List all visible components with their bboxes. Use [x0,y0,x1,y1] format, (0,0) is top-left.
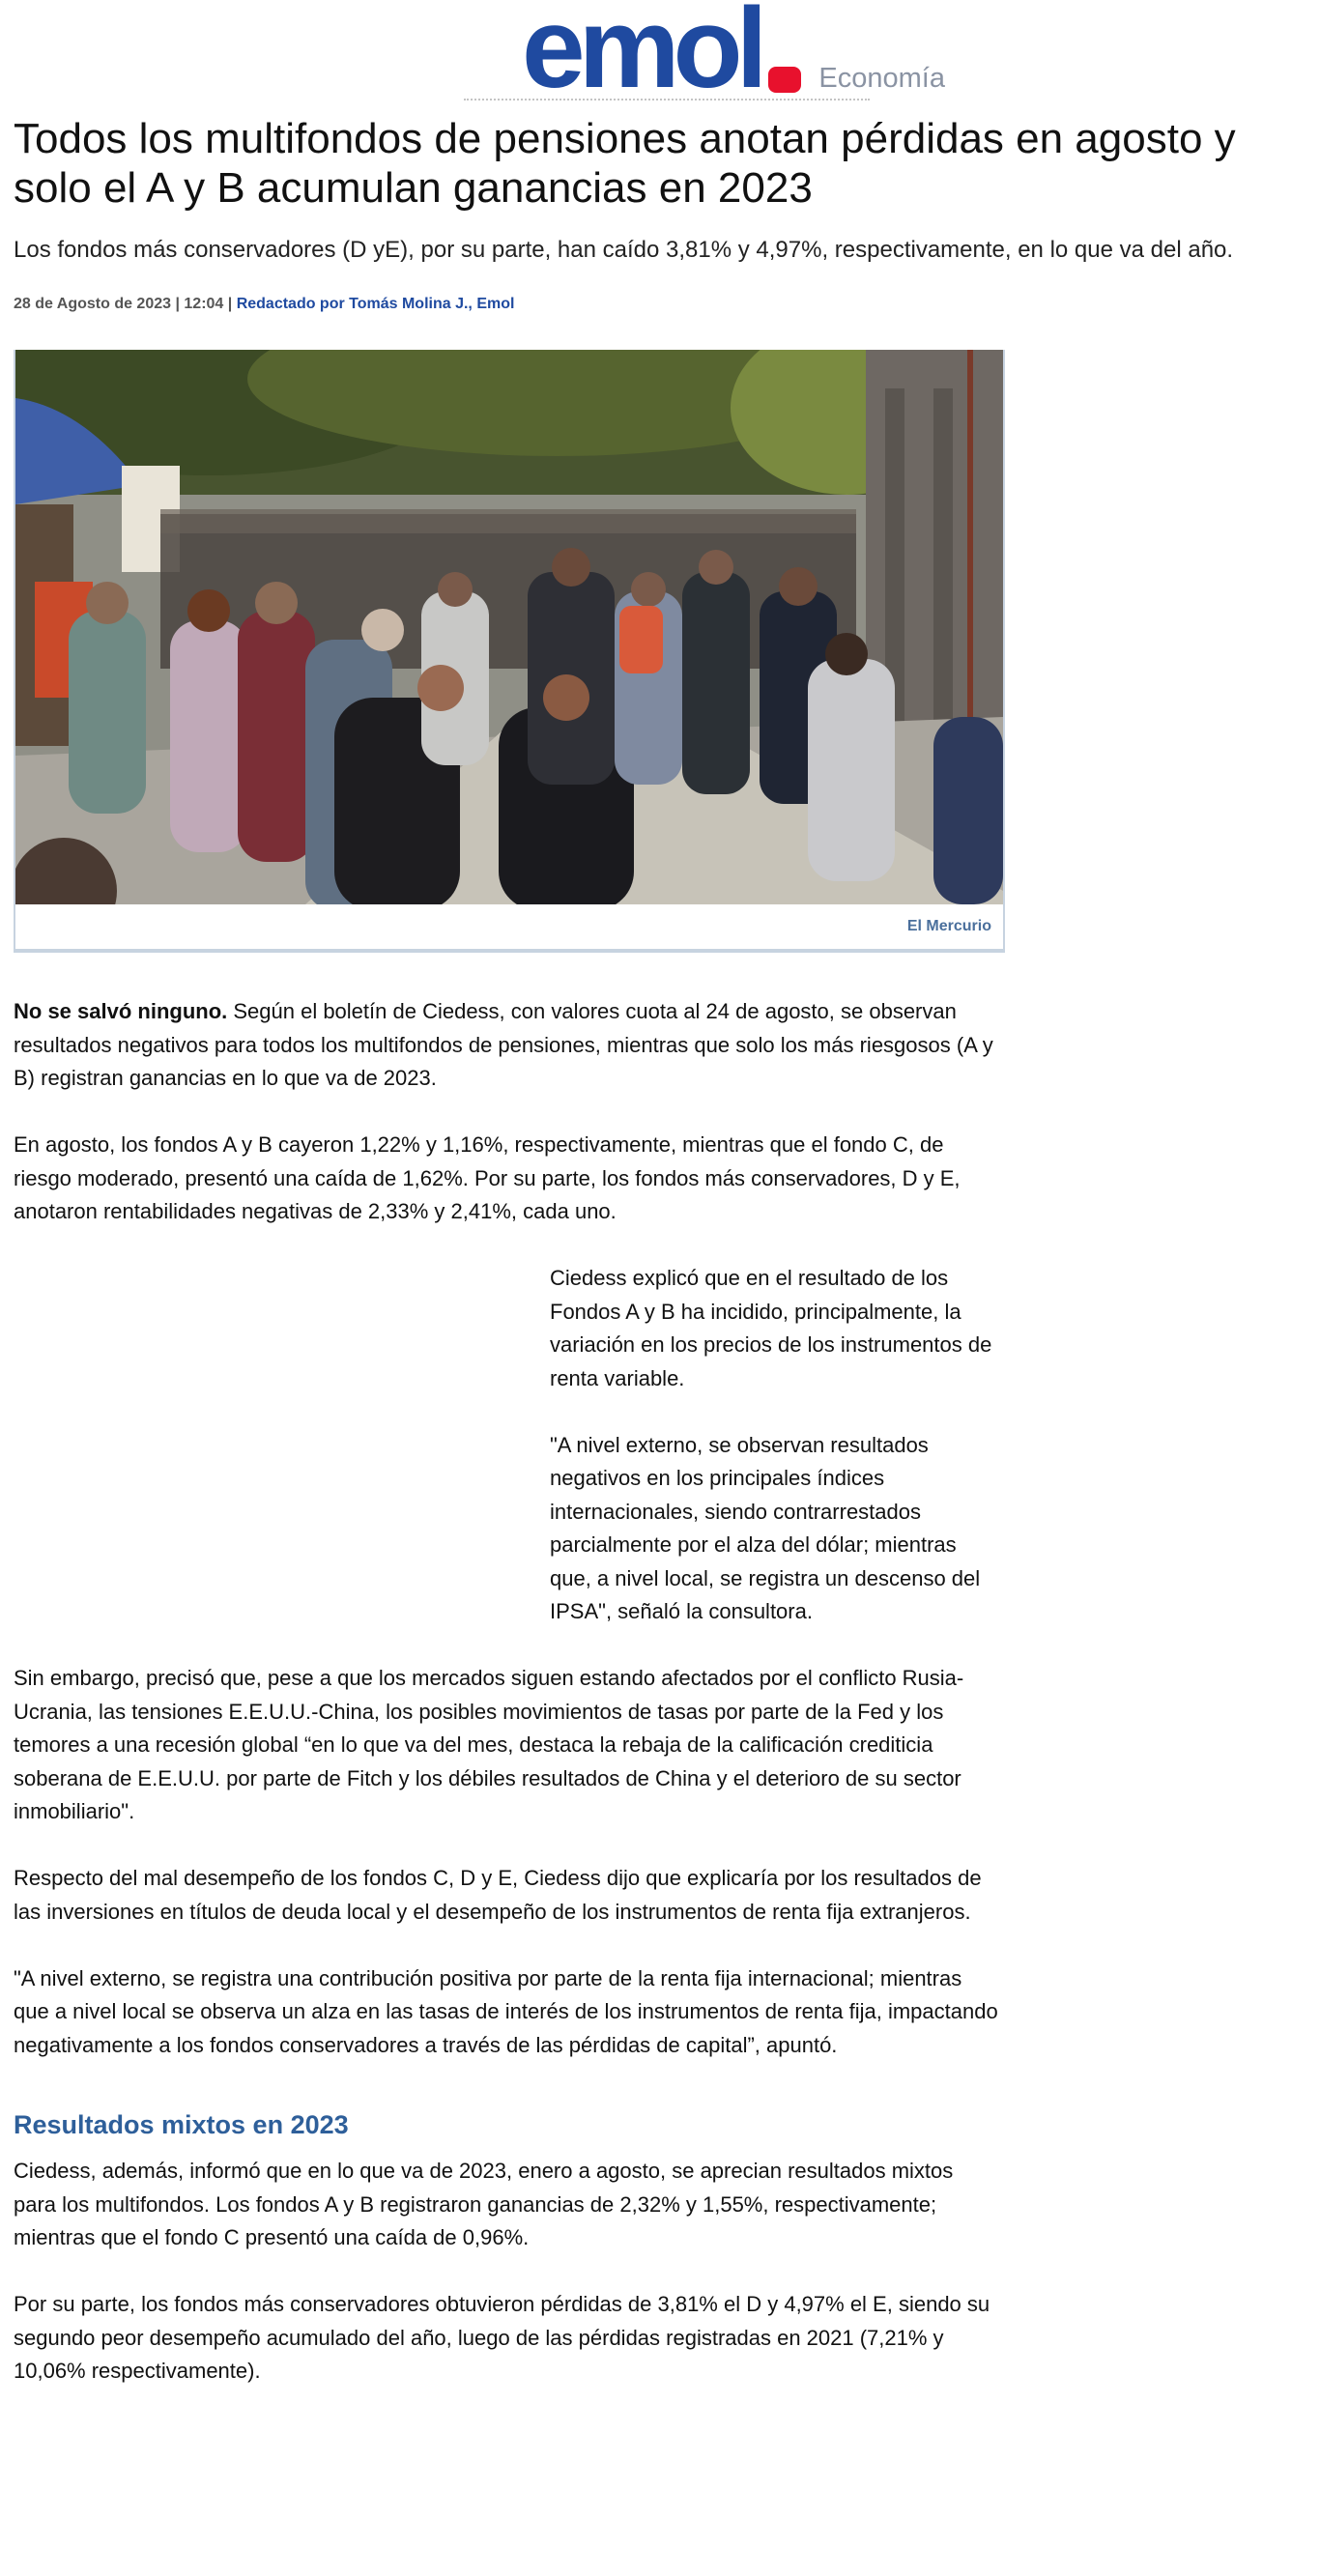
article-body [14,995,1001,2389]
site-header [0,0,1320,112]
side-column [550,1262,1001,1629]
section-label[interactable]: Economía [818,63,945,94]
paragraph-6: Ciedess, además, informó que en lo que va de 2023, enero a agosto, se aprecian resultados mixtos para los multifondos. Los fondos A y B registraron ganancias de 2,32% y 1,55%, respectivamente; mientras que el fondo C presentó una caída de 0,96%. [14,2159,954,2249]
paragraph-1 [14,995,1001,1096]
lead-bold: No se salvó ninguno. [14,999,228,1023]
emol-logo[interactable] [522,0,945,112]
article [14,114,1308,2421]
side-paragraph-1: Ciedess explicó que en el resultado de los Fondos A y B ha incidido, principalmente, la variación en los precios de los instrumentos de renta variable. [550,1266,992,1390]
byline [14,296,1308,313]
section-heading: Resultados mixtos en 2023 [14,2110,349,2139]
image-caption: El Mercurio [906,918,991,934]
paragraph-4: Respecto del mal desempeño de los fondos C, D y E, Ciedess dijo que explicaría por los resultados de las inversiones en títulos de deuda local y el desempeño de los instrumentos de renta fija extranjeros. [14,1866,982,1924]
logo-wordmark: emol [522,0,761,112]
side-paragraph-2: "A nivel externo, se observan resultados negativos en los principales índices internacionales, siendo contrarrestados parcialmente por el alza del dólar; mientras que, a nivel local, se registra un descenso del IPSA", señaló la consultora. [550,1432,981,1623]
author-link[interactable]: Redactado por Tomás Molina J., Emol [236,296,515,312]
article-title: Todos los multifondos de pensiones anotan pérdidas en agosto y solo el A y B acumulan ganancias en 2023 [14,115,1236,212]
paragraph-7: Por su parte, los fondos más conservadores obtuvieron pérdidas de 3,81% el D y 4,97% el E, siendo su segundo peor desempeño acumulado del año, luego de las pérdidas registradas en 2021 (7,21% y 10,06% respectivamente). [14,2292,990,2383]
street-crowd-photo[interactable] [15,350,1003,904]
article-figure [14,350,1005,953]
paragraph-5: "A nivel externo, se registra una contribución positiva por parte de la renta fija internacional; mientras que a nivel local se observa un alza en las tasas de interés de los instrumentos de renta fija, impactando negativamente a los fondos conservadores a través de las pérdidas de capital”, apuntó. [14,1965,998,2057]
publish-date: 28 de Agosto de 2023 | 12:04 | [14,296,237,312]
paragraph-3: Sin embargo, precisó que, pese a que los mercados siguen estando afectados por el conflicto Rusia-Ucrania, las tensiones E.E.U.U.-China, los posibles movimientos de tasas por parte de la Fed y los temores a una recesión global “en lo que va del mes, destaca la rebaja de la calificación crediticia soberana de E.E.U.U. por parte de Fitch y los débiles resultados de China y el deterioro de su sector inmobiliario". [14,1666,964,1823]
paragraph-2: En agosto, los fondos A y B cayeron 1,22% y 1,16%, respectivamente, mientras que el fondo C, de riesgo moderado, presentó una caída de 1,62%. Por su parte, los fondos más conservadores, D y E, anotaron rentabilidades negativas de 2,33% y 2,41%, cada uno. [14,1132,961,1223]
article-subtitle: Los fondos más conservadores (D yE), por su parte, han caído 3,81% y 4,97%, respectivamente, en lo que va del año. [14,237,1234,263]
logo-underline [464,99,870,104]
paragraph-1-text: Según el boletín de Ciedess, con valores cuota al 24 de agosto, se observan resultados negativos para todos los multifondos de pensiones, mientras que solo los más riesgosos (A y B) registran ganancias en lo que va de 2023. [14,999,993,1090]
logo-red-dot [768,67,801,93]
